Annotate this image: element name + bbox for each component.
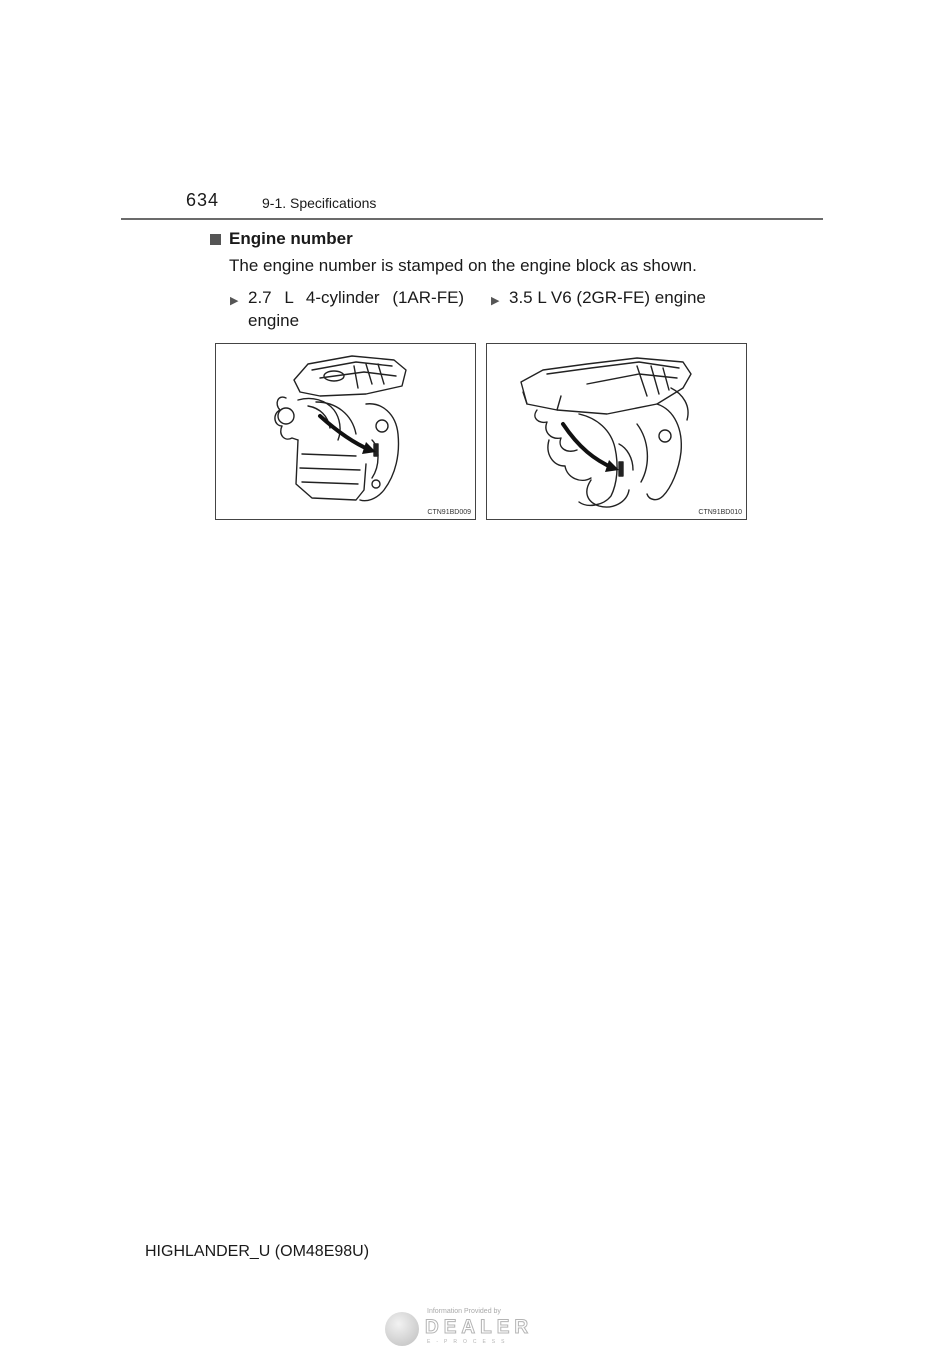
engine-number-heading — [210, 229, 353, 249]
engine-4cyl-figure — [215, 343, 476, 520]
variant-label-line1: 3.5 L V6 (2GR-FE) engine — [509, 288, 706, 307]
triangle-bullet-icon: ▶ — [230, 295, 239, 307]
variant-label — [248, 286, 464, 332]
header-divider — [121, 218, 823, 220]
engine-4cyl-illustration — [216, 344, 475, 519]
watermark-brand-sub: E-PROCESS — [427, 1339, 511, 1345]
intro-text: The engine number is stamped on the engine block as shown. — [229, 256, 697, 275]
variant-label-line1: 2.7 L 4-cylinder (1AR-FE) — [248, 288, 465, 307]
footer-model-code: HIGHLANDER_U (OM48E98U) — [145, 1243, 370, 1260]
globe-logo-icon — [385, 1312, 419, 1346]
heading-text: Engine number — [229, 229, 353, 248]
section-title: 9-1. Specifications — [262, 195, 377, 211]
engine-v6-illustration — [487, 344, 746, 519]
triangle-bullet-icon: ▶ — [491, 295, 500, 307]
variant-label-line2: engine — [248, 311, 300, 330]
figure-code: CTN91BD010 — [698, 509, 742, 516]
square-bullet-icon — [210, 234, 221, 245]
variant-v6 — [491, 286, 751, 313]
dealer-watermark — [385, 1308, 555, 1348]
engine-v6-figure — [486, 343, 747, 520]
variant-4cyl — [230, 286, 490, 332]
watermark-brand: DEALER — [425, 1317, 534, 1338]
variant-label — [509, 286, 706, 313]
watermark-provided-by: Information Provided by — [427, 1308, 501, 1315]
figure-code: CTN91BD009 — [427, 509, 471, 516]
page-number: 634 — [186, 190, 220, 210]
